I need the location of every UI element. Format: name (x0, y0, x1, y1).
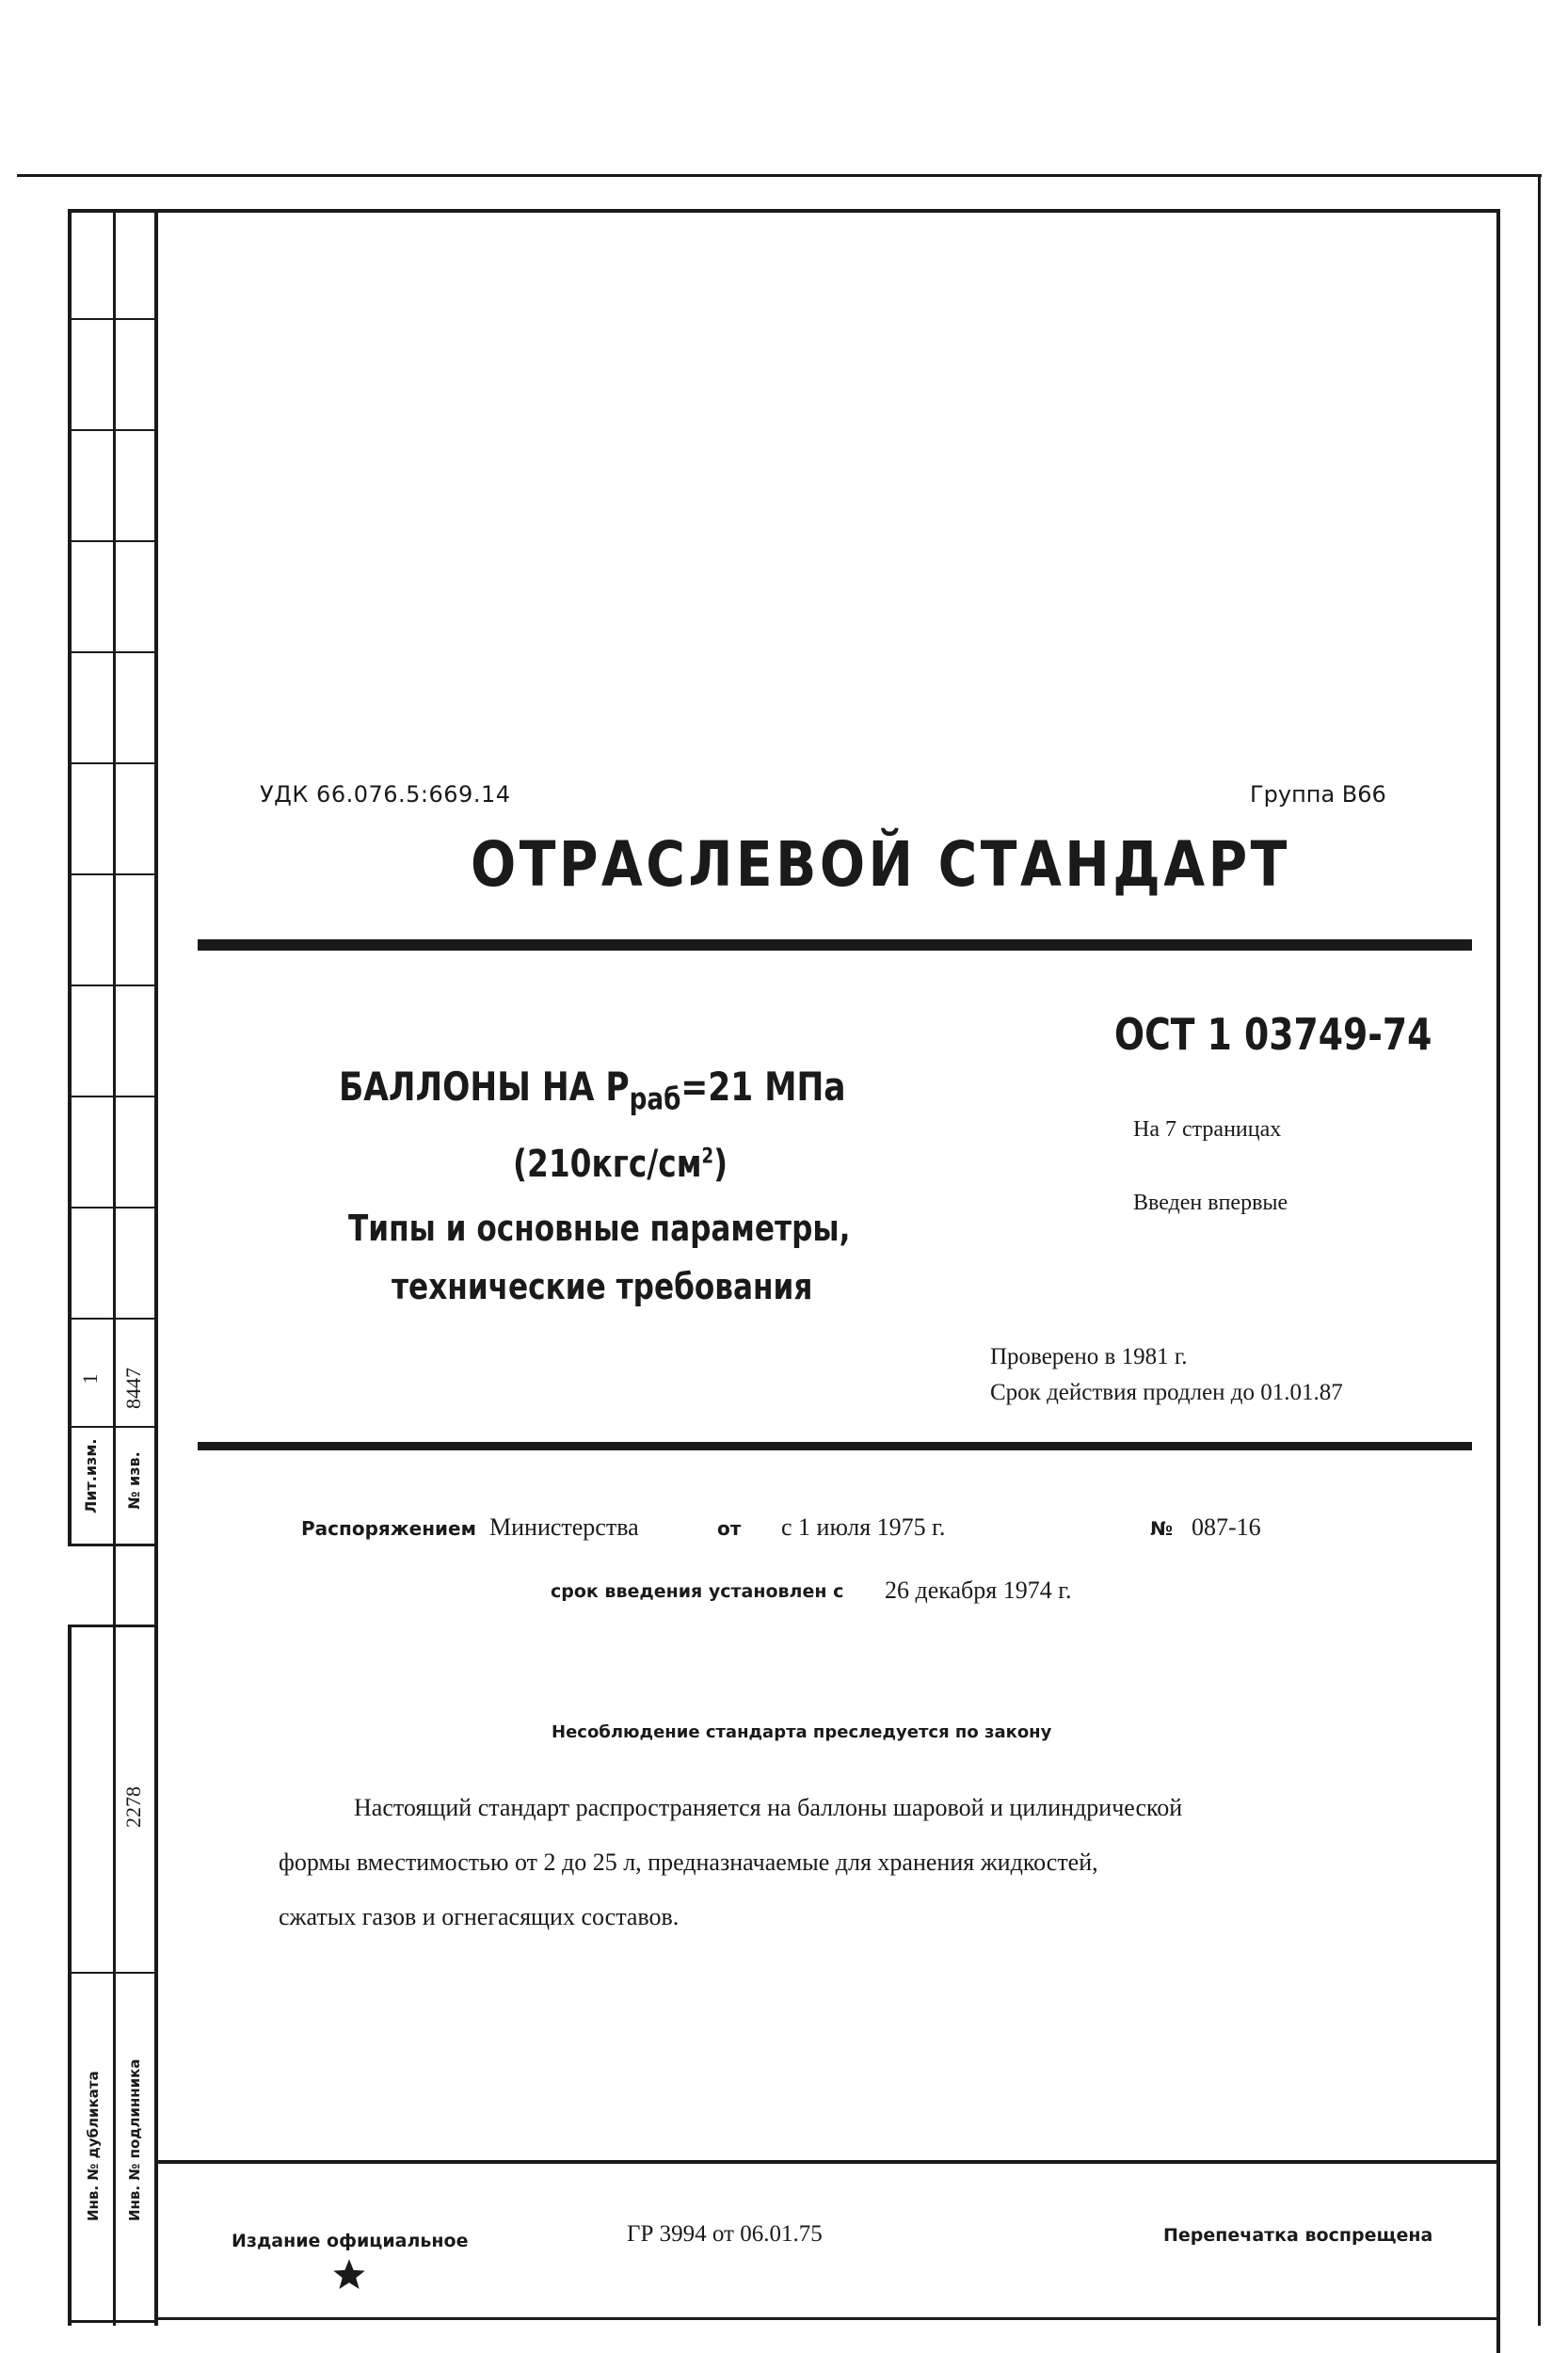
side-inv-podl-label: Инв. № подлинника (126, 2058, 143, 2221)
official-edition: Издание официальное (232, 2231, 469, 2251)
intro-date: 26 декабря 1974 г. (885, 1577, 1072, 1604)
side-cell-line (68, 318, 156, 320)
side-izv-value: 8447 (121, 1368, 145, 1409)
udk-code: УДК 66.076.5:669.14 (260, 781, 511, 808)
frame-bottom-edge (154, 2317, 1500, 2320)
side-lower-left (68, 1625, 72, 2326)
side-cell-line (68, 1318, 156, 1320)
page-count: На 7 страницах (1133, 1117, 1282, 1142)
order-number: 087-16 (1192, 1513, 1261, 1541)
side-cell-line (68, 1544, 156, 1546)
side-cell-line (68, 1426, 156, 1428)
reprint-forbidden: Перепечатка воспрещена (1163, 2225, 1433, 2246)
order-date: с 1 июля 1975 г. (781, 1513, 946, 1541)
side-cell-line (68, 1625, 156, 1627)
main-title: ОТРАСЛЕВОЙ СТАНДАРТ (471, 828, 1290, 901)
order-ministry: Министерства (489, 1513, 639, 1541)
title-line-1-sub: раб (629, 1080, 681, 1117)
body-line-2: формы вместимостью от 2 до 25 л, предназначаемые для хранения жидкостей, (279, 1849, 1098, 1876)
intro-label: срок введения установлен с (551, 1581, 844, 1602)
group-code: Группа В66 (1250, 781, 1386, 808)
title-line-1-prefix: БАЛЛОНЫ НА Р (339, 1064, 630, 1110)
legal-notice: Несоблюдение стандарта преследуется по закону (552, 1722, 1052, 1742)
title-line-2-suffix: ) (713, 1143, 728, 1186)
star-icon (331, 2257, 367, 2293)
order-from-label: от (717, 1517, 742, 1540)
gr-registration: ГР 3994 от 06.01.75 (627, 2221, 823, 2247)
title-line-1-suffix: =21 МПа (680, 1064, 846, 1110)
side-cell-line (68, 651, 156, 653)
frame-left-inner (113, 209, 116, 2326)
side-cell-line (68, 2320, 156, 2323)
side-cell-line (68, 1096, 156, 1097)
right-outer-border (1538, 174, 1541, 2326)
frame-top (68, 209, 1500, 213)
body-line-1: Настоящий стандарт распространяется на баллоны шаровой и цилиндрической (354, 1794, 1183, 1821)
review-checked: Проверено в 1981 г. (990, 1344, 1188, 1369)
standard-designation: ОСТ 1 03749-74 (1114, 1009, 1432, 1060)
title-line-4: технические требования (392, 1266, 813, 1307)
middle-thick-rule (198, 1442, 1472, 1450)
frame-inner-main (154, 209, 158, 2326)
title-line-2-sup: 2 (701, 1144, 714, 1169)
side-lit-izm-label: Лит.изм. (82, 1438, 100, 1513)
side-inv-dubl-label: Инв. № дубликата (85, 2071, 102, 2221)
order-number-label: № (1150, 1517, 1174, 1540)
side-inv-value: 2278 (121, 1786, 145, 1828)
side-cell-line (68, 762, 156, 764)
header-thick-rule (198, 939, 1472, 951)
side-lit-value: 1 (78, 1373, 102, 1385)
side-no-izv-label: № изв. (125, 1451, 143, 1510)
side-cell-line (68, 540, 156, 542)
body-line-3: сжатых газов и огнегасящих составов. (279, 1903, 680, 1930)
title-line-3: Типы и основные параметры, (348, 1208, 851, 1249)
review-extended: Срок действия продлен до 01.01.87 (990, 1380, 1343, 1405)
title-line-2 (513, 1143, 728, 1186)
top-border (17, 174, 1542, 177)
side-cell-line (68, 984, 156, 986)
frame-right (1496, 209, 1500, 2353)
introduced-note: Введен впервые (1133, 1191, 1288, 1215)
title-line-2-prefix: (210кгс/см (513, 1143, 702, 1186)
title-line-1 (339, 1064, 846, 1116)
side-cell-line (68, 1207, 156, 1209)
side-cell-line (68, 1972, 156, 1974)
frame-bottom (154, 2160, 1500, 2164)
order-label: Распоряжением (301, 1517, 476, 1540)
side-cell-line (68, 873, 156, 875)
side-cell-line (68, 429, 156, 431)
frame-left-outer (68, 209, 72, 1545)
